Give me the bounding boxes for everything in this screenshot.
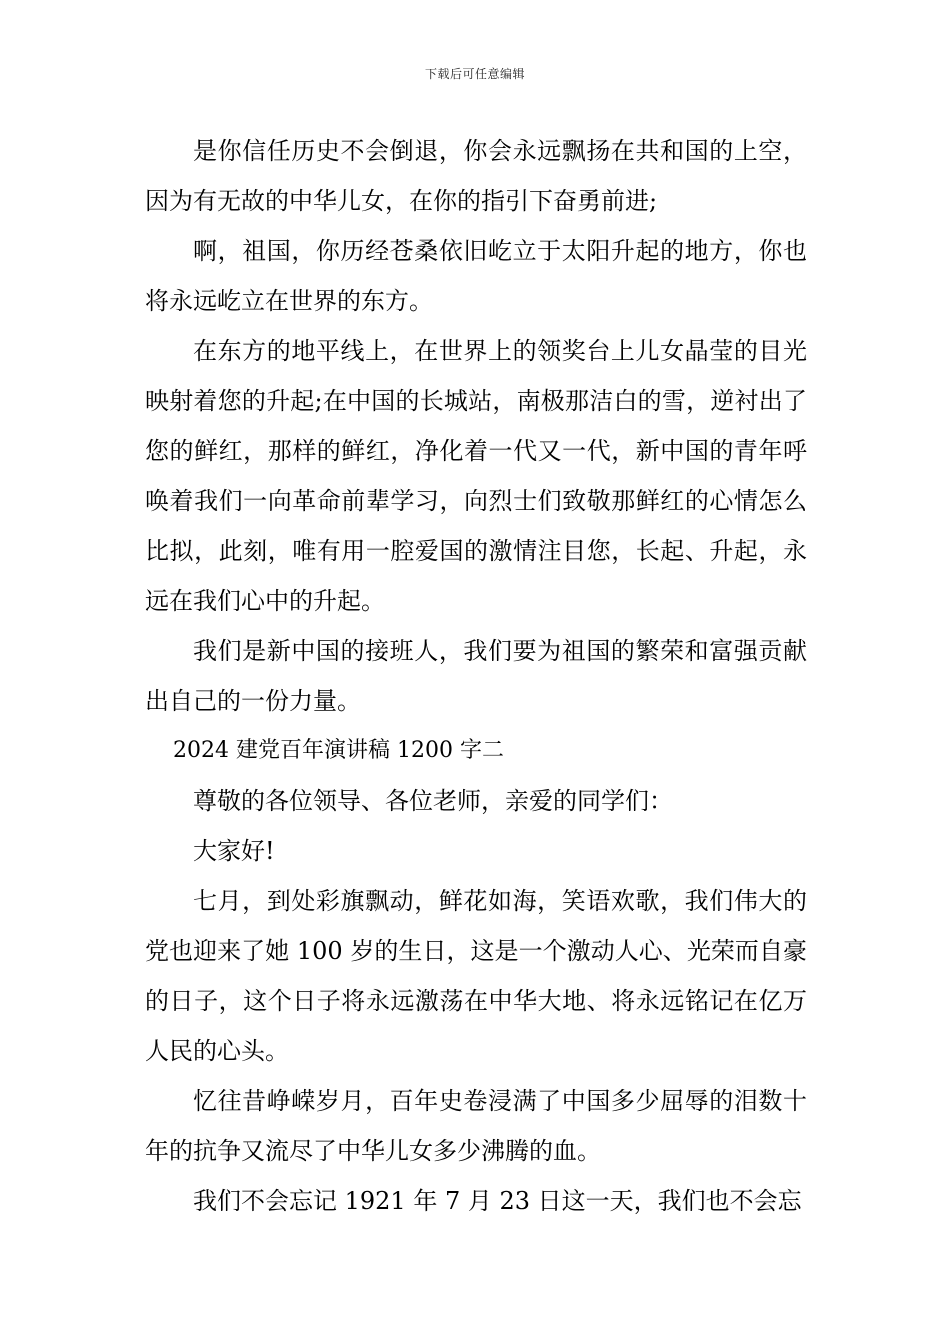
- salutation: 尊敬的各位领导、各位老师，亲爱的同学们：: [193, 787, 673, 815]
- paragraph-motherland: 啊，祖国，你历经苍桑依旧屹立于太阳升起的地方，你也将永远屹立在世界的东方。: [145, 237, 807, 315]
- paragraph-history: 忆往昔峥嵘岁月，百年史卷浸满了中国多少屈辱的泪数十年的抗争又流尽了中华儿女多少沸腾的血。: [145, 1087, 807, 1165]
- page-header: 下载后可任意编辑: [424, 67, 525, 81]
- paragraph-july: 七月，到处彩旗飘动，鲜花如海，笑语欢歌，我们伟大的党也迎来了她 100 岁的生日，这是一个激动人心、光荣而自豪的日子，这个日子将永远激荡在中华大地、将永远铭记在亿万人民的心头。: [145, 887, 807, 1065]
- document-body: [145, 126, 807, 1226]
- paragraph-remember: 我们不会忘记 1921 年 7 月 23 日这一天，我们也不会忘: [193, 1187, 802, 1215]
- paragraph-successors: 我们是新中国的接班人，我们要为祖国的繁荣和富强贡献出自己的一份力量。: [145, 637, 807, 715]
- greeting: 大家好!: [193, 837, 275, 865]
- paragraph-horizon: 在东方的地平线上，在世界上的领奖台上儿女晶莹的目光映射着您的升起;在中国的长城站，南极那洁白的雪，逆衬出了您的鲜红，那样的鲜红，净化着一代又一代，新中国的青年呼唤着我们一向革命前辈学习，向烈士们致敬那鲜红的心情怎么比拟，此刻，唯有用一腔爱国的激情注目您，长起、升起，永远在我们心中的升起。: [145, 337, 807, 615]
- paragraph-flag-sky: 是你信任历史不会倒退，你会永远飘扬在共和国的上空，因为有无故的中华儿女，在你的指引下奋勇前进;: [145, 137, 807, 215]
- section-heading: 2024 建党百年演讲稿 1200 字二: [173, 738, 504, 763]
